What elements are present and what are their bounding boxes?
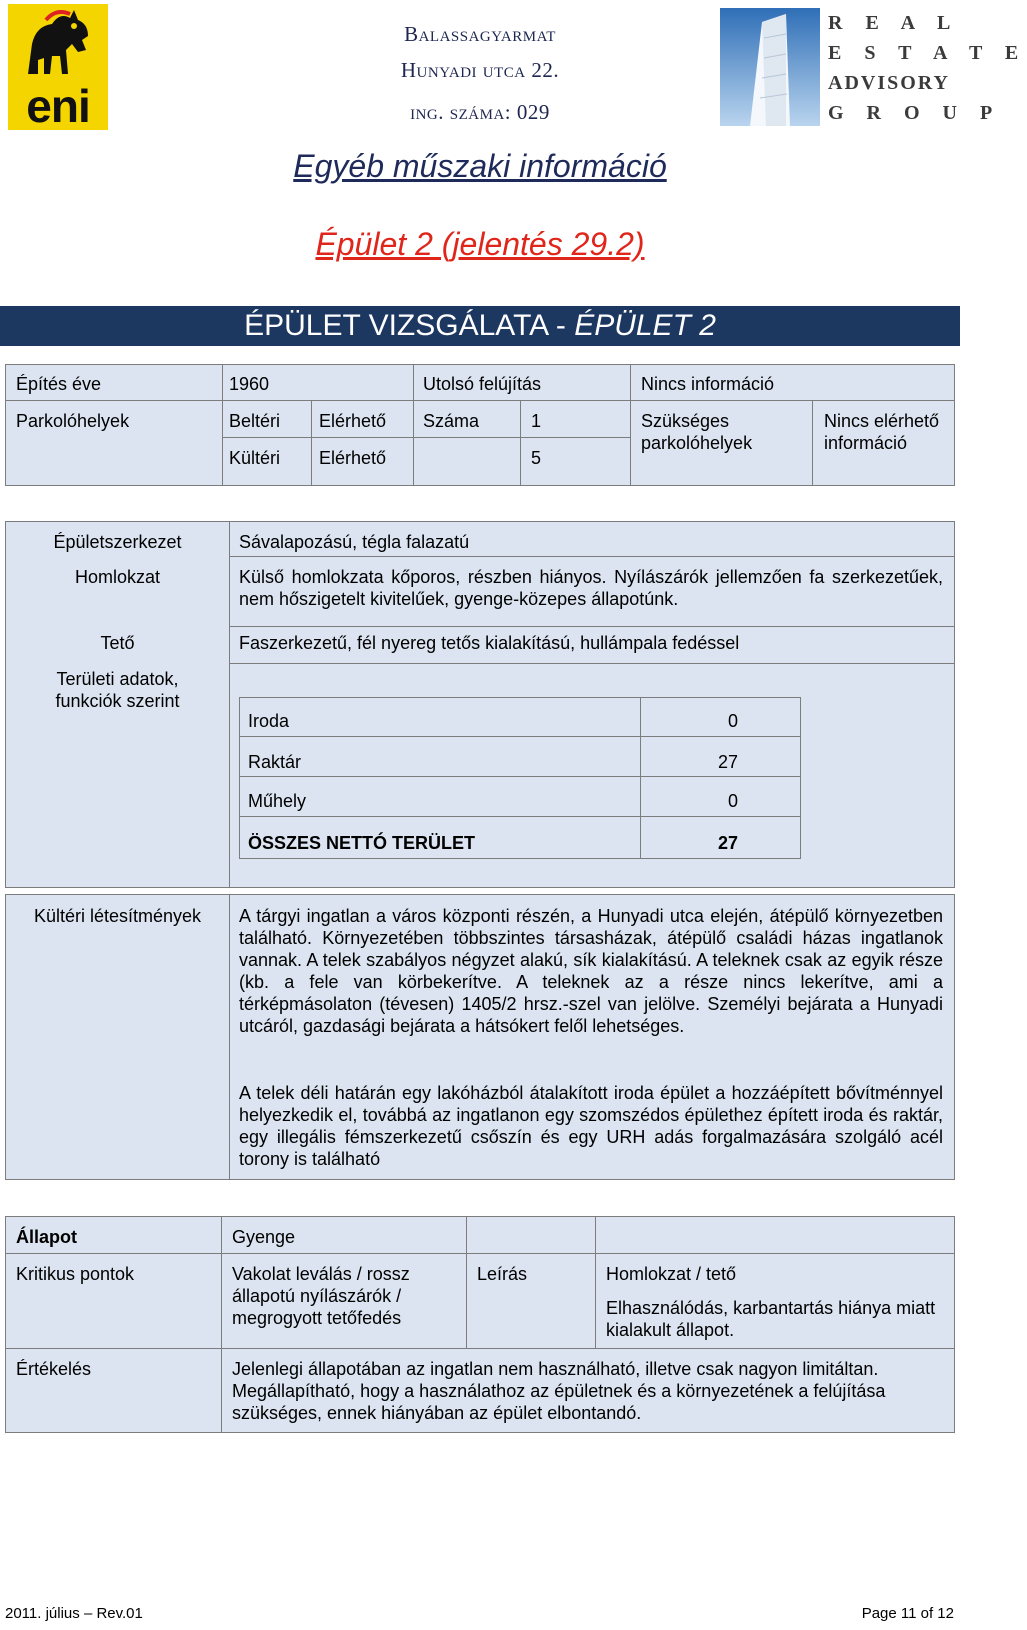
- rag-logo-line: R E A L: [828, 12, 960, 34]
- area-value: 0: [727, 711, 738, 731]
- header-street: Hunyadi utca 22.: [400, 58, 560, 82]
- footer-date: 2011. július – Rev.01: [5, 1605, 143, 1622]
- ertekeles-value: Jelenlegi állapotában az ingatlan nem használható, illetve csak nagyon limitáltan. Megállapítható, hogy a használathoz az épületnek és a környezetének a felújítása szükséges, ennek hiányában az épület elbontandó.: [232, 1359, 886, 1423]
- leiras-title: Homlokzat / tető: [606, 1264, 737, 1284]
- kritikus-label: Kritikus pontok: [16, 1264, 135, 1284]
- belteri-count: 1: [531, 411, 542, 431]
- band-building: ÉPÜLET 2: [574, 309, 716, 342]
- szerkezet-value: Sávalapozású, tégla falazatú: [239, 532, 470, 552]
- area-value: 0: [727, 791, 738, 811]
- eni-logo-text: eni: [26, 80, 90, 132]
- area-label: Műhely: [248, 791, 307, 811]
- table-row: [239, 697, 641, 737]
- area-label: Iroda: [248, 711, 290, 731]
- leiras-value: Elhasználódás, karbantartás hiánya miatt kialakult állapot.: [606, 1298, 936, 1340]
- outdoor-paragraph-2: A telek déli határán egy lakóházból átalakított iroda épület a hozzáépített bővítménnyel helyezkedik el, továbbá az ingatlanon egy szomszédos épülethez épített iroda és raktár, egy illegális fémszerkezetű csőszín és egy URH adás forgalmazására szolgáló acél torony is található: [239, 1083, 943, 1169]
- parkolo-label: Parkolóhelyek: [16, 411, 130, 431]
- rag-logo-text: [828, 8, 1027, 128]
- band-prefix: ÉPÜLET VIZSGÁLATA -: [244, 309, 575, 342]
- section-band: [0, 306, 960, 346]
- real-estate-advisory-group-logo: [720, 8, 1027, 126]
- felujitas-value: Nincs információ: [641, 374, 775, 394]
- kulteri-status: Elérhető: [319, 448, 387, 468]
- footer-page-number: Page 11 of 12: [861, 1605, 954, 1622]
- area-value: 27: [717, 752, 738, 772]
- kulteri-label: Kültéri: [229, 448, 281, 468]
- table-cell: [466, 1216, 596, 1254]
- kulteri-count: 5: [531, 448, 542, 468]
- allapot-value: Gyenge: [232, 1227, 296, 1247]
- area-total-value: 27: [717, 833, 738, 853]
- table-cell: [595, 1216, 955, 1254]
- building-icon: [720, 8, 820, 126]
- rag-logo-line: ADVISORY: [828, 72, 950, 94]
- ertekeles-label: Értékelés: [16, 1359, 92, 1379]
- eni-logo: [8, 4, 108, 130]
- homlokzat-label: Homlokzat: [74, 567, 161, 587]
- page-subtitle: Épület 2 (jelentés 29.2): [315, 226, 645, 262]
- epites-value: 1960: [229, 374, 270, 394]
- rag-logo-line: G R O U P: [828, 102, 1002, 124]
- belteri-status: Elérhető: [319, 411, 387, 431]
- belteri-label: Beltéri: [229, 411, 281, 431]
- header-city: Balassagyarmat: [404, 22, 556, 46]
- table-cell: [5, 894, 230, 1180]
- szukseges-value: Nincs elérhető információ: [824, 411, 940, 453]
- header-ing-szam: ing. száma: 029: [410, 100, 550, 124]
- page-title: Egyéb műszaki információ: [293, 148, 667, 184]
- table-cell: [413, 437, 521, 486]
- outdoor-paragraph-1: A tárgyi ingatlan a város központi részén, a Hunyadi utca elején, átépülő környezetben található. Környezetében többszintes társasházak, átépülő családi házas ingatlanok vannak. A telek szabályos négyzet alakú, sík kialakítású. A teleknek csak az egyik része (kb. a fele van körbekerítve. A teleknek az a része nincs lekerítve, ami a térképmásolaton (tévesen) 1405/2 hrsz.-szel van jelölve. Személyi bejárata a Hunyadi utcáról, gazdasági bejárata a hátsókert felől lehetséges.: [239, 906, 943, 1036]
- homlokzat-value: Külső homlokzata kőporos, részben hiányos. Nyílászárók jellemzően fa szerkezetűek, nem hőszigetelt kivitelűek, gyenge-közepes állapotúnk.: [239, 567, 943, 609]
- teruleti-label: Területi adatok, funkciók szerint: [55, 669, 180, 711]
- area-label: Raktár: [248, 752, 302, 772]
- area-total-label: ÖSSZES NETTÓ TERÜLET: [248, 833, 476, 853]
- leiras-label: Leírás: [477, 1264, 528, 1284]
- epites-label: Építés éve: [16, 374, 102, 394]
- szerkezet-label: Épületszerkezet: [53, 532, 182, 552]
- kulteri-letesitmenyek-label: Kültéri létesítmények: [33, 906, 202, 926]
- rag-logo-line: E S T A T E: [828, 42, 1027, 64]
- kritikus-value: Vakolat leválás / rossz állapotú nyílászárók / megrogyott tetőfedés: [232, 1264, 410, 1328]
- felujitas-label: Utolsó felújítás: [423, 374, 542, 394]
- szukseges-label: Szükséges parkolóhelyek: [641, 411, 753, 453]
- szama-label: Száma: [423, 411, 480, 431]
- teto-value: Faszerkezetű, fél nyereg tetős kialakítású, hullámpala fedéssel: [239, 633, 740, 653]
- allapot-label: Állapot: [16, 1227, 77, 1247]
- teto-label: Tető: [100, 633, 135, 653]
